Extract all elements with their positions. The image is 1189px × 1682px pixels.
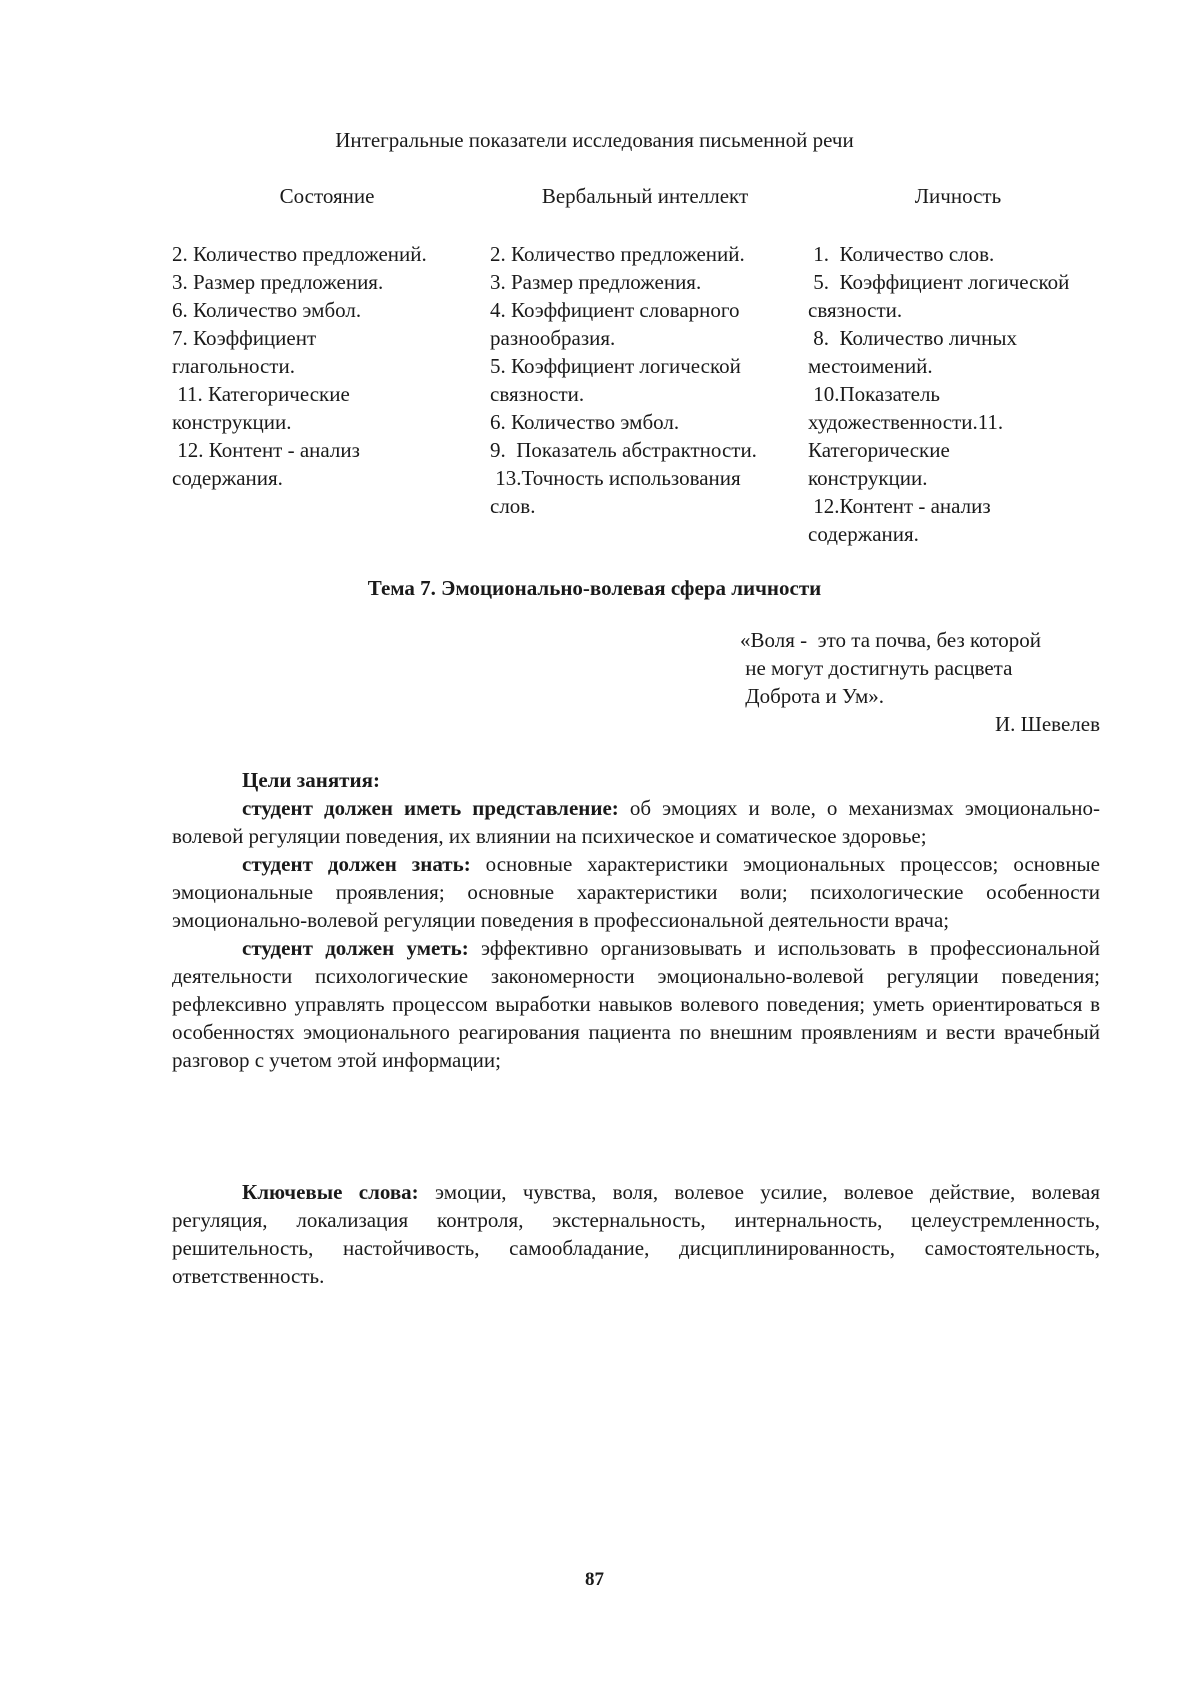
column-header-state: Состояние	[279, 184, 375, 208]
keywords-lead: Ключевые слова:	[242, 1180, 419, 1204]
list-item: 6. Количество эмбол.	[490, 410, 680, 434]
goals-heading: Цели занятия:	[242, 768, 380, 792]
list-item: 2. Количество предложений.	[172, 242, 427, 266]
epigraph-author: И. Шевелев	[995, 712, 1100, 736]
list-item: 4. Коэффициент словарного разнообразия.	[490, 298, 745, 350]
list-item: 12. Контент - анализ содержания.	[172, 438, 366, 490]
list-item: 1. Количество слов.	[808, 242, 995, 266]
goal-lead: студент должен знать:	[242, 852, 471, 876]
goal-paragraph	[172, 794, 1100, 850]
epigraph-line: не могут достигнуть расцвета	[740, 656, 1013, 680]
goal-paragraph	[172, 850, 1100, 934]
keywords-text: эмоции, чувства, воля, волевое усилие, волевое действие, волевая регуляция, локализация контроля, экстернальность, интернальность, целеустремленность, решительность, настойчивость, самообладание, дисциплинированность, самостоятельность, ответственность.	[172, 1180, 1100, 1288]
list-item: 6. Количество эмбол.	[172, 298, 362, 322]
table-title: Интегральные показатели исследования письменной речи	[335, 128, 854, 152]
epigraph-line: Доброта и Ум».	[740, 684, 885, 708]
list-item: 5. Коэффициент логической связности.	[490, 354, 747, 406]
goal-text: об эмоциях и воле, о механизмах эмоционально-волевой регуляции поведения, их влиянии на психическое и соматическое здоровье;	[172, 796, 1100, 848]
column-header-verbal-intellect: Вербальный интеллект	[541, 184, 749, 208]
goal-text: эффективно организовывать и использовать в профессиональной деятельности психологические закономерности эмоционально-волевой регуляции поведения; рефлексивно управлять процессом выработки навыков волевого поведения; уметь ориентироваться в особенностях эмоционального реагирования пациента по внешним проявлениям и вести врачебный разговор с учетом этой информации;	[172, 936, 1101, 1072]
list-item: 3. Размер предложения.	[490, 270, 702, 294]
column-header-personality: Личность	[914, 184, 1002, 208]
epigraph	[740, 626, 1100, 710]
keywords-paragraph	[172, 1178, 1100, 1290]
topic-title: Тема 7. Эмоционально-волевая сфера личности	[367, 576, 822, 600]
keywords-section	[172, 1178, 1100, 1290]
list-item: 5. Коэффициент логической связности.	[808, 270, 1075, 322]
page-number: 87	[585, 1569, 604, 1590]
epigraph-line: «Воля - это та почва, без которой	[740, 628, 1042, 652]
column-list-state	[172, 240, 477, 492]
list-item: 13.Точность использования слов.	[490, 466, 746, 518]
list-item: 2. Количество предложений.	[490, 242, 745, 266]
goal-text: основные характеристики эмоциональных процессов; основные эмоциональные проявления; основные характеристики воли; психологические особенности эмоционально-волевой регуляции поведения в профессиональной деятельности врача;	[172, 852, 1100, 932]
column-list-personality	[808, 240, 1108, 548]
list-item: 3. Размер предложения.	[172, 270, 384, 294]
list-item: 8. Количество личных местоимений.	[808, 326, 1023, 378]
lesson-goals	[172, 766, 1100, 1074]
column-list-verbal-intellect	[490, 240, 800, 520]
list-item: 12.Контент - анализ содержания.	[808, 494, 996, 546]
list-item: 11. Категорические конструкции.	[172, 382, 356, 434]
list-item: 10.Показатель художественности.11. Категорические конструкции.	[808, 382, 1009, 490]
goal-lead: студент должен иметь представление:	[242, 796, 619, 820]
list-item: 9. Показатель абстрактности.	[490, 438, 757, 462]
list-item: 7. Коэффициент глагольности.	[172, 326, 322, 378]
goal-lead: студент должен уметь:	[242, 936, 469, 960]
goal-paragraph	[172, 934, 1100, 1074]
